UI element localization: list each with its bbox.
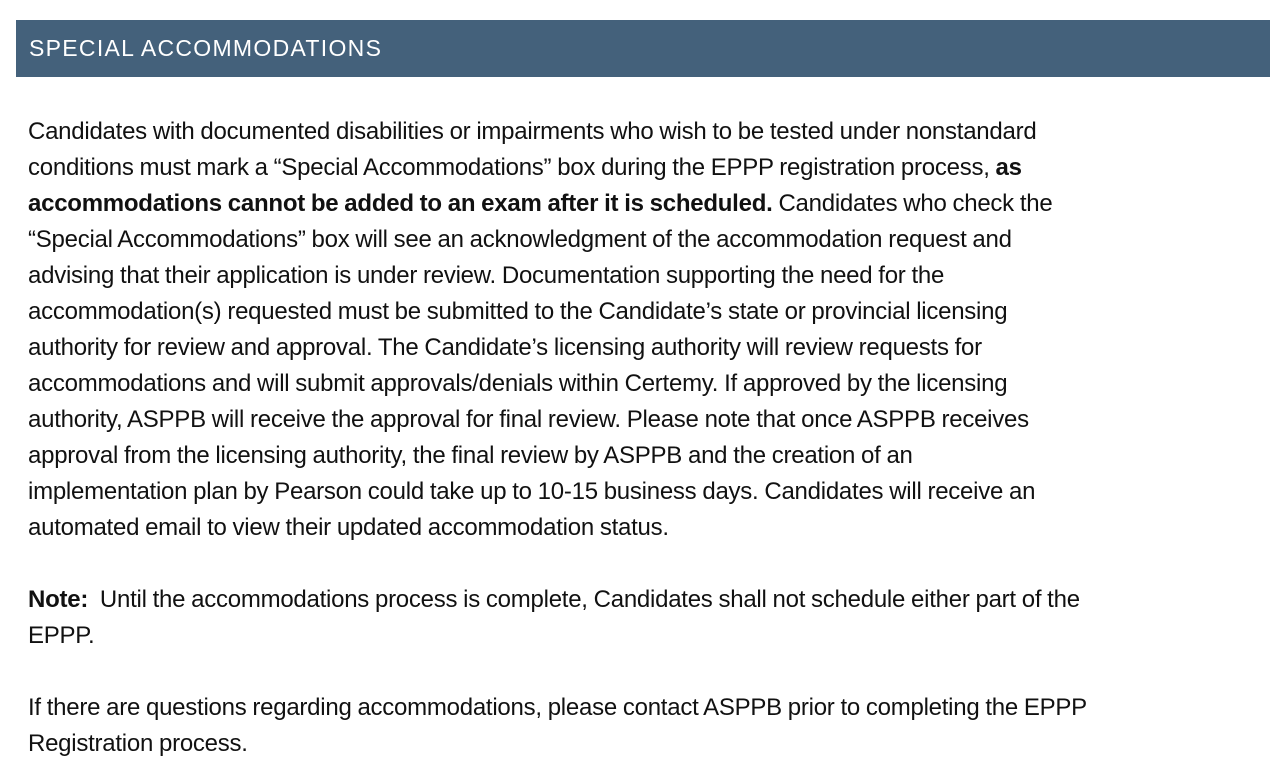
bold-emphasis: as [995,154,1022,181]
section-header [16,20,1270,77]
paragraph-line: implementation plan by Pearson could take up to 10-15 business days. Candidates will receive an [28,478,1036,505]
paragraph-line: approval from the licensing authority, the final review by ASPPB and the creation of an [28,442,913,469]
paragraph-line [28,186,1268,222]
note-label: Note: [28,586,89,613]
paragraph-text: conditions must mark a “Special Accommodations” box during the EPPP registration process, [28,154,990,181]
paragraph-line: Candidates with documented disabilities or impairments who wish to be tested under nonstandard [28,118,1037,145]
paragraph-line: If there are questions regarding accommodations, please contact ASPPB prior to completing the EPPP [28,694,1087,721]
note-text: Until the accommodations process is complete, Candidates shall not schedule either part of the [99,586,1080,613]
paragraph-spacer [28,654,1268,690]
accommodations-paragraph [28,114,1268,546]
note-paragraph [28,582,1268,654]
paragraph-line: authority, ASPPB will receive the approval for final review. Please note that once ASPPB receives [28,406,1029,433]
paragraph-spacer [28,546,1268,582]
paragraph-line: authority for review and approval. The Candidate’s licensing authority will review requests for [28,334,982,361]
paragraph-line: EPPP. [28,622,95,649]
paragraph-line: “Special Accommodations” box will see an acknowledgment of the accommodation request and [28,226,1012,253]
paragraph-text: Candidates who check the [778,190,1053,217]
paragraph-line: advising that their application is under review. Documentation supporting the need for the [28,262,945,289]
section-title: SPECIAL ACCOMMODATIONS [29,35,383,61]
paragraph-line: accommodation(s) requested must be submitted to the Candidate’s state or provincial licensing [28,298,1008,325]
paragraph-line: Registration process. [28,730,248,757]
paragraph-line [28,150,1268,186]
document-body [28,114,1268,762]
bold-emphasis: accommodations cannot be added to an exam after it is scheduled. [28,190,773,217]
paragraph-line: accommodations and will submit approvals/denials within Certemy. If approved by the licensing [28,370,1008,397]
contact-paragraph [28,690,1268,762]
paragraph-line [28,582,1268,618]
paragraph-line: automated email to view their updated accommodation status. [28,514,669,541]
